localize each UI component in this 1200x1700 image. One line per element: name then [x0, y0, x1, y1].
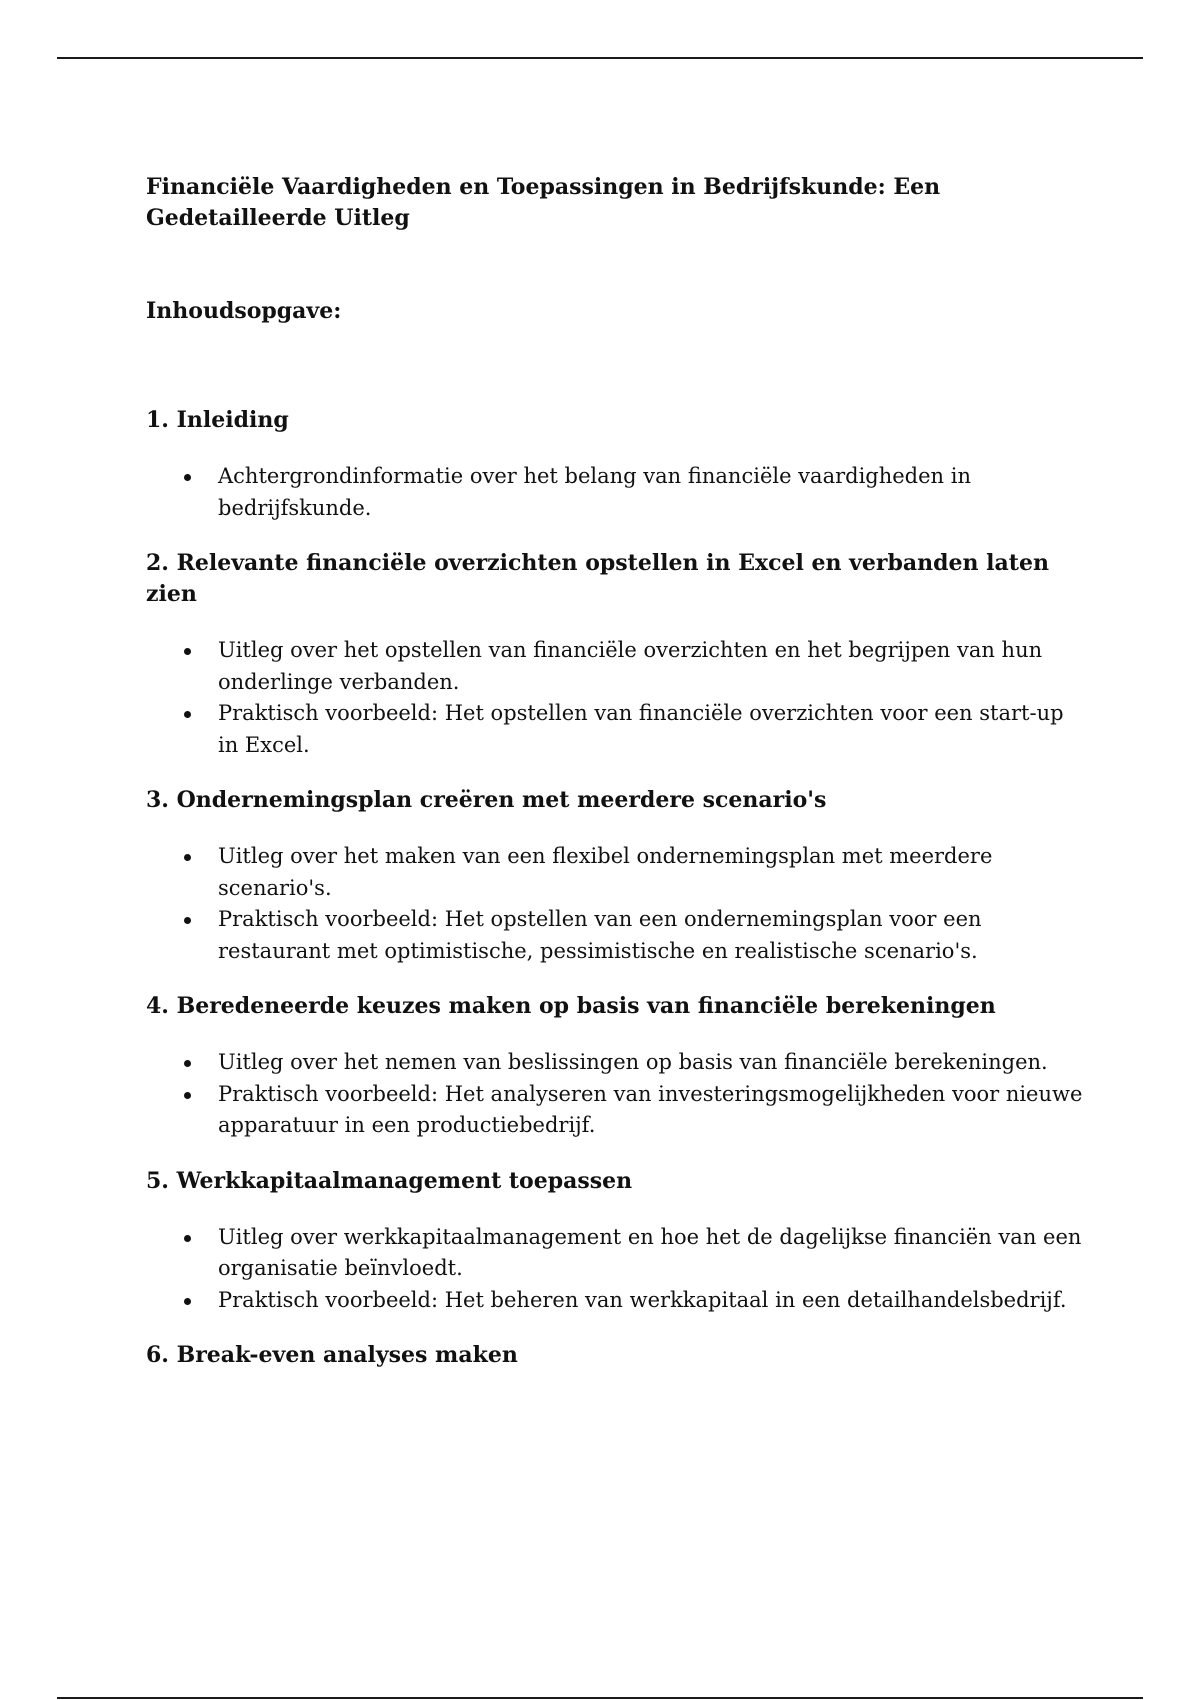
- list-item-text: Praktisch voorbeeld: Het beheren van werkkapitaal in een detailhandelsbedrijf.: [218, 1287, 1067, 1312]
- toc-sections: [146, 405, 1086, 1371]
- list-item: [146, 1222, 1086, 1285]
- list-item-text: Uitleg over het maken van een flexibel ondernemingsplan met meerdere scenario's.: [218, 844, 993, 900]
- list-item: [146, 841, 1086, 904]
- list-item: [146, 1285, 1086, 1317]
- toc-section: [146, 1340, 1086, 1371]
- bullet-dot-icon: [184, 711, 191, 718]
- section-heading: 4. Beredeneerde keuzes maken op basis van financiële berekeningen: [146, 993, 996, 1019]
- list-item: [146, 1079, 1086, 1142]
- bullet-dot-icon: [184, 474, 191, 481]
- list-item-text: Praktisch voorbeeld: Het analyseren van investeringsmogelijkheden voor nieuwe apparatuur in een productiebedrijf.: [218, 1081, 1083, 1137]
- bullet-list: [146, 1047, 1086, 1142]
- list-item: [146, 698, 1086, 761]
- bullet-dot-icon: [184, 854, 191, 861]
- bullet-dot-icon: [184, 1235, 191, 1242]
- list-item: [146, 904, 1086, 967]
- bullet-dot-icon: [184, 648, 191, 655]
- toc-label: Inhoudsopgave:: [146, 298, 342, 324]
- bullet-list: [146, 1222, 1086, 1317]
- list-item-text: Uitleg over het nemen van beslissingen op basis van financiële berekeningen.: [218, 1050, 1048, 1074]
- section-heading: 6. Break-even analyses maken: [146, 1342, 518, 1368]
- list-item-text: Praktisch voorbeeld: Het opstellen van een ondernemingsplan voor een restaurant met optimistische, pessimistische en realistische scenario's.: [218, 907, 982, 963]
- list-item: [146, 1047, 1086, 1079]
- top-divider: [57, 57, 1143, 59]
- toc-section: [146, 1166, 1086, 1317]
- toc-section: [146, 405, 1086, 524]
- list-item: [146, 461, 1086, 524]
- list-item-text: Praktisch voorbeeld: Het opstellen van financiële overzichten voor een start-up in Excel.: [218, 701, 1064, 757]
- bullet-list: [146, 461, 1086, 524]
- list-item-text: Achtergrondinformatie over het belang van financiële vaardigheden in bedrijfskunde.: [218, 464, 971, 520]
- document-body: [146, 172, 1086, 1371]
- bullet-list: [146, 635, 1086, 761]
- bottom-divider: [57, 1697, 1143, 1699]
- list-item: [146, 635, 1086, 698]
- bullet-list: [146, 841, 1086, 967]
- section-heading: 3. Ondernemingsplan creëren met meerdere scenario's: [146, 787, 827, 813]
- section-heading: 2. Relevante financiële overzichten opstellen in Excel en verbanden laten zien: [146, 550, 1049, 607]
- toc-section: [146, 991, 1086, 1142]
- bullet-dot-icon: [184, 917, 191, 924]
- toc-section: [146, 785, 1086, 967]
- bullet-dot-icon: [184, 1298, 191, 1305]
- list-item-text: Uitleg over werkkapitaalmanagement en hoe het de dagelijkse financiën van een organisatie beïnvloedt.: [218, 1224, 1082, 1280]
- bullet-dot-icon: [184, 1092, 191, 1099]
- section-heading: 1. Inleiding: [146, 407, 289, 433]
- list-item-text: Uitleg over het opstellen van financiële overzichten en het begrijpen van hun onderlinge verbanden.: [218, 638, 1043, 694]
- toc-section: [146, 548, 1086, 761]
- bullet-dot-icon: [184, 1060, 191, 1067]
- document-title: Financiële Vaardigheden en Toepassingen in Bedrijfskunde: Een Gedetailleerde Uitleg: [146, 174, 941, 231]
- section-heading: 5. Werkkapitaalmanagement toepassen: [146, 1167, 633, 1194]
